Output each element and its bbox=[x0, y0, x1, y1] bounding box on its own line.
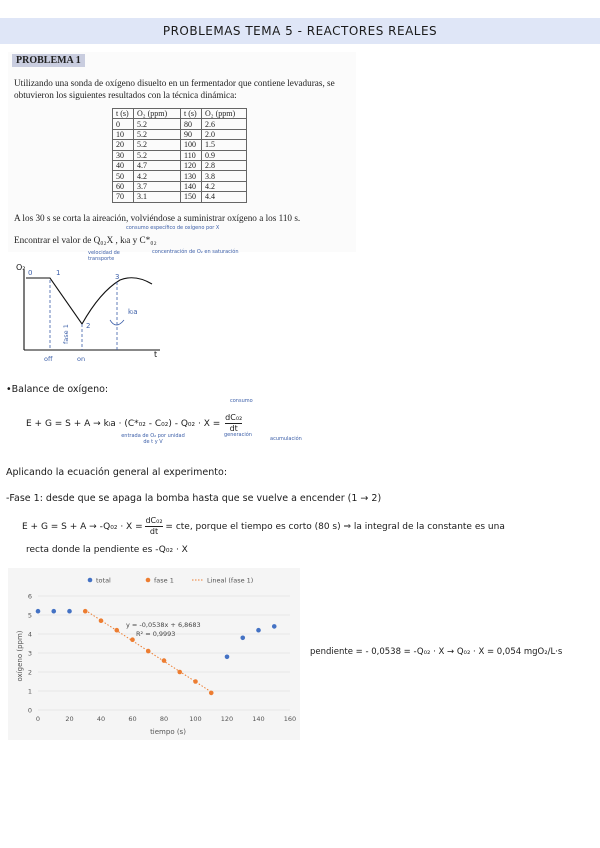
data-point-total bbox=[36, 609, 41, 614]
table-cell: 60 bbox=[113, 181, 134, 191]
slope-result: pendiente = - 0,0538 = -Q₀₂ · X → Q₀₂ · X = 0,054 mgO₂/L·s bbox=[310, 647, 563, 657]
note-generacion: generación bbox=[224, 432, 252, 438]
y-tick-label: 5 bbox=[27, 611, 32, 620]
sketch-point-2: 2 bbox=[86, 322, 91, 330]
data-point-total bbox=[225, 655, 230, 660]
table-cell: 80 bbox=[181, 119, 202, 129]
data-point-total bbox=[67, 609, 72, 614]
intro-line-2: obtuvieron los siguientes resultados con la técnica dinámica: bbox=[14, 90, 237, 100]
y-tick-label: 4 bbox=[27, 630, 32, 639]
data-table bbox=[112, 108, 247, 203]
table-header-cell: t (s) bbox=[113, 109, 134, 119]
sketch-y-label: O₂ bbox=[16, 263, 26, 272]
data-point-fase1 bbox=[99, 618, 104, 623]
sketch-point-0: 0 bbox=[28, 269, 33, 277]
phase-derivative-num: dC₀₂ bbox=[145, 516, 163, 525]
table-cell: 10 bbox=[113, 129, 134, 139]
x-tick-label: 20 bbox=[65, 715, 74, 723]
table-cell: 2.0 bbox=[202, 129, 247, 139]
problem-label: PROBLEMA 1 bbox=[12, 54, 85, 67]
balance-derivative bbox=[225, 413, 242, 434]
table-cell: 100 bbox=[181, 140, 202, 150]
sketch-point-3: 3 bbox=[115, 273, 120, 281]
phase-line: -Fase 1: desde que se apaga la bomba hasta que se vuelve a encender (1 → 2) bbox=[6, 493, 382, 504]
phase-eq-left: E + G = S + A → -Q₀₂ · X = bbox=[22, 522, 146, 532]
trendline-r2: R² = 0,9993 bbox=[136, 630, 176, 638]
sketch-on-label: on bbox=[77, 355, 86, 363]
table-cell: 3.7 bbox=[134, 181, 181, 191]
page-title: PROBLEMAS TEMA 5 - REACTORES REALES bbox=[162, 24, 438, 38]
data-point-fase1 bbox=[177, 670, 182, 675]
statement-2: Encontrar el valor de Q₀₂X , kₗa y C*₀₂ bbox=[14, 235, 157, 245]
y-tick-label: 1 bbox=[27, 687, 32, 696]
y-tick-label: 3 bbox=[27, 649, 32, 658]
table-row bbox=[113, 119, 247, 129]
sketch-phase-label: fase 1 bbox=[62, 324, 70, 344]
x-tick-label: 160 bbox=[283, 715, 297, 723]
x-tick-label: 40 bbox=[96, 715, 106, 723]
oxygen-chart bbox=[8, 568, 300, 740]
note-acumulacion: acumulación bbox=[270, 436, 302, 442]
table-cell: 130 bbox=[181, 171, 202, 181]
x-tick-label: 0 bbox=[35, 715, 41, 723]
table-row bbox=[113, 160, 247, 170]
table-cell: 4.7 bbox=[134, 160, 181, 170]
x-tick-label: 60 bbox=[128, 715, 137, 723]
phase-eq-line2: recta donde la pendiente es -Q₀₂ · X bbox=[26, 545, 188, 555]
table-cell: 1.5 bbox=[202, 140, 247, 150]
x-tick-label: 80 bbox=[159, 715, 169, 723]
data-point-total bbox=[51, 609, 56, 614]
table-cell: 150 bbox=[181, 192, 202, 202]
data-point-fase1 bbox=[162, 658, 167, 663]
y-tick-label: 0 bbox=[27, 706, 32, 715]
table-cell: 110 bbox=[181, 150, 202, 160]
table-cell: 120 bbox=[181, 160, 202, 170]
table-cell: 2.8 bbox=[202, 160, 247, 170]
data-point-fase1 bbox=[146, 649, 151, 654]
note-consumo: consumo específico de oxígeno por X bbox=[126, 225, 220, 231]
data-point-fase1 bbox=[209, 691, 214, 696]
concentration-sketch bbox=[10, 262, 170, 372]
table-cell: 140 bbox=[181, 181, 202, 191]
intro-line-1: Utilizando una sonda de oxígeno disuelto en un fermentador que contiene levaduras, se bbox=[14, 78, 335, 88]
table-cell: 40 bbox=[113, 160, 134, 170]
x-tick-label: 120 bbox=[220, 715, 234, 723]
table-header-row bbox=[113, 109, 247, 119]
balance-heading: •Balance de oxígeno: bbox=[6, 384, 109, 395]
data-point-fase1 bbox=[114, 628, 119, 633]
table-cell: 0 bbox=[113, 119, 134, 129]
table-row bbox=[113, 181, 247, 191]
table-row bbox=[113, 140, 247, 150]
chart-x-label: tiempo (s) bbox=[150, 728, 186, 736]
data-point-total bbox=[272, 624, 277, 629]
apply-line: Aplicando la ecuación general al experimento: bbox=[6, 467, 228, 478]
table-cell: 50 bbox=[113, 171, 134, 181]
table-cell: 4.2 bbox=[134, 171, 181, 181]
table-header-cell: O₂ (ppm) bbox=[202, 109, 247, 119]
phase-eq-after: = cte, porque el tiempo es corto (80 s) ⇒ la integral de la constante es una bbox=[165, 522, 505, 532]
y-tick-label: 6 bbox=[27, 592, 32, 601]
phase-equation bbox=[22, 516, 505, 537]
legend-marker bbox=[88, 578, 93, 583]
y-tick-label: 2 bbox=[27, 668, 32, 677]
table-row bbox=[113, 129, 247, 139]
legend-label: Lineal (fase 1) bbox=[207, 576, 254, 585]
table-cell: 5.2 bbox=[134, 140, 181, 150]
trendline-equation: y = -0,0538x + 6,8683 bbox=[126, 621, 201, 629]
balance-equation-left: E + G = S + A → kₗa · (C*₀₂ - C₀₂) - Q₀₂ · X = bbox=[26, 419, 224, 429]
table-cell: 5.2 bbox=[134, 119, 181, 129]
balance-derivative-num: dC₀₂ bbox=[225, 413, 243, 422]
table-row bbox=[113, 192, 247, 202]
sketch-x-label: t bbox=[154, 350, 158, 359]
legend-label: total bbox=[96, 576, 111, 585]
data-point-total bbox=[256, 628, 261, 633]
phase-derivative bbox=[145, 516, 162, 537]
table-cell: 5.2 bbox=[134, 129, 181, 139]
problem-intro bbox=[14, 77, 350, 101]
x-tick-label: 140 bbox=[252, 715, 265, 723]
table-row bbox=[113, 150, 247, 160]
note-entrada: entrada de O₂ por unidad de t y V bbox=[121, 433, 185, 445]
sketch-point-1: 1 bbox=[56, 269, 61, 277]
data-point-fase1 bbox=[130, 637, 135, 642]
table-cell: 4.2 bbox=[202, 181, 247, 191]
chart-y-label: oxígeno (ppm) bbox=[16, 630, 24, 682]
balance-equation bbox=[26, 413, 242, 434]
table-cell: 30 bbox=[113, 150, 134, 160]
table-cell: 20 bbox=[113, 140, 134, 150]
table-cell: 2.6 bbox=[202, 119, 247, 129]
data-point-total bbox=[240, 636, 245, 641]
note-velocidad: velocidad de transporte bbox=[88, 250, 120, 262]
data-point-fase1 bbox=[83, 609, 88, 614]
x-tick-label: 100 bbox=[189, 715, 202, 723]
table-cell: 0.9 bbox=[202, 150, 247, 160]
note-consumo-balance: consumo bbox=[230, 398, 253, 404]
table-cell: 3.8 bbox=[202, 171, 247, 181]
legend-label: fase 1 bbox=[154, 576, 174, 585]
table-cell: 3.1 bbox=[134, 192, 181, 202]
legend-marker bbox=[146, 578, 151, 583]
table-cell: 4.4 bbox=[202, 192, 247, 202]
sketch-kla-label: kₗa bbox=[128, 308, 138, 316]
sketch-curve bbox=[26, 278, 152, 324]
table-cell: 70 bbox=[113, 192, 134, 202]
statement-1: A los 30 s se corta la aireación, volviéndose a suministrar oxígeno a los 110 s. bbox=[14, 213, 301, 223]
table-header-cell: t (s) bbox=[181, 109, 202, 119]
data-point-fase1 bbox=[193, 679, 198, 684]
table-header-cell: O₂ (ppm) bbox=[134, 109, 181, 119]
note-concentracion: concentración de O₂ en saturación bbox=[152, 249, 239, 255]
table-cell: 90 bbox=[181, 129, 202, 139]
sketch-off-label: off bbox=[44, 355, 53, 363]
phase-derivative-den: dt bbox=[149, 527, 159, 536]
table-row bbox=[113, 171, 247, 181]
balance-derivative-den: dt bbox=[229, 424, 238, 433]
table-cell: 5.2 bbox=[134, 150, 181, 160]
